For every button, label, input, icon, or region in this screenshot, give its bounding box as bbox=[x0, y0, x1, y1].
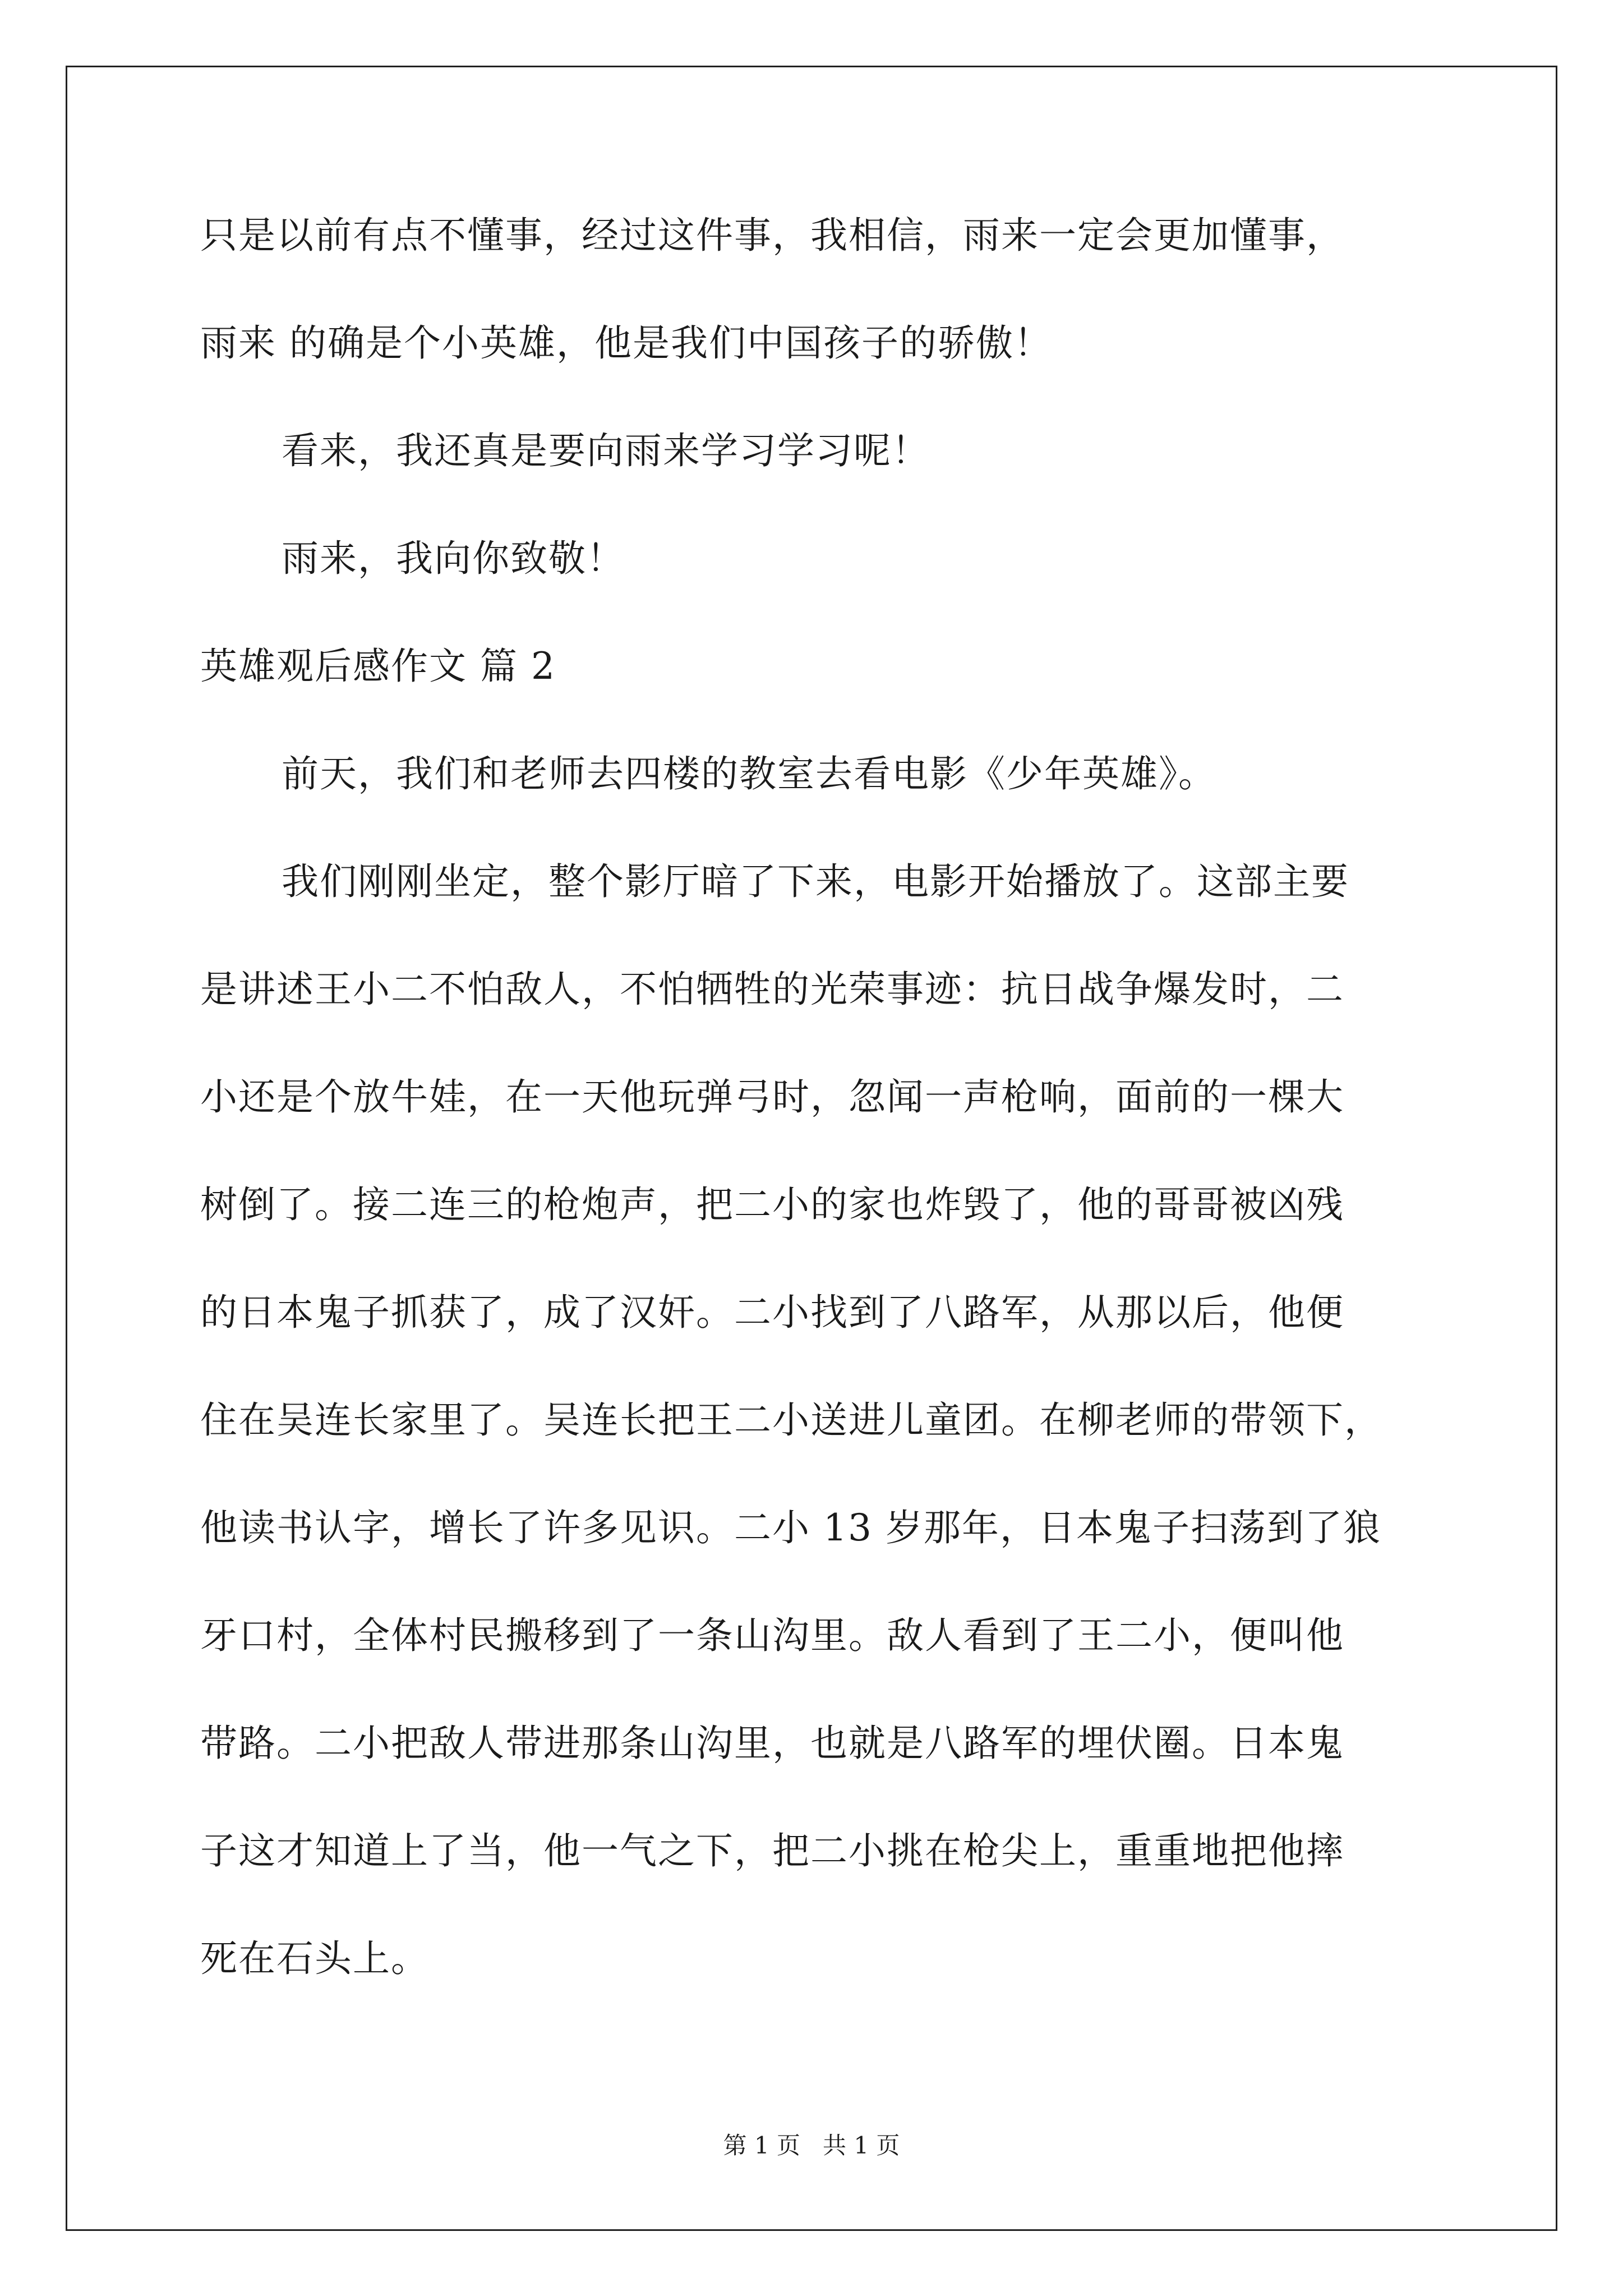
text-line: 是讲述王小二不怕敌人，不怕牺牲的光荣事迹：抗日战争爆发时，二 bbox=[200, 968, 1344, 1011]
text-line: 雨来，我向你致敬！ bbox=[282, 537, 625, 580]
text-line: 子这才知道上了当，他一气之下，把二小挑在枪尖上，重重地把他摔 bbox=[200, 1829, 1344, 1872]
text-line: 前天，我们和老师去四楼的教室去看电影《少年英雄》。 bbox=[282, 752, 1216, 795]
text-line: 牙口村，全体村民搬移到了一条山沟里。敌人看到了王二小，便叫他 bbox=[200, 1614, 1344, 1657]
page-number: 第 1 页 bbox=[723, 2132, 800, 2159]
text-line: 雨来 的确是个小英雄，他是我们中国孩子的骄傲！ bbox=[200, 321, 1052, 365]
text-line: 的日本鬼子抓获了，成了汉奸。二小找到了八路军，从那以后，他便 bbox=[200, 1291, 1344, 1334]
text-line: 他读书认字，增长了许多见识。二小 13 岁那年，日本鬼子扫荡到了狼 bbox=[200, 1506, 1381, 1549]
page-border bbox=[66, 66, 1557, 2231]
text-line: 死在石头上。 bbox=[200, 1937, 429, 1980]
text-line: 树倒了。接二连三的枪炮声，把二小的家也炸毁了，他的哥哥被凶残 bbox=[200, 1183, 1344, 1226]
text-line: 我们刚刚坐定，整个影厅暗了下来，电影开始播放了。这部主要 bbox=[282, 860, 1349, 903]
text-line: 小还是个放牛娃，在一天他玩弹弓时，忽闻一声枪响，面前的一棵大 bbox=[200, 1075, 1344, 1119]
text-line: 看来，我还真是要向雨来学习学习呢！ bbox=[282, 429, 930, 472]
text-line: 住在吴连长家里了。吴连长把王二小送进儿童团。在柳老师的带领下， bbox=[200, 1398, 1382, 1442]
page-footer bbox=[0, 2132, 1623, 2160]
page-total: 共 1 页 bbox=[823, 2132, 900, 2159]
section-heading: 英雄观后感作文 篇 2 bbox=[200, 645, 556, 688]
text-line: 带路。二小把敌人带进那条山沟里，也就是八路军的埋伏圈。日本鬼 bbox=[200, 1722, 1344, 1765]
text-line: 只是以前有点不懂事，经过这件事，我相信，雨来一定会更加懂事， bbox=[200, 214, 1344, 257]
